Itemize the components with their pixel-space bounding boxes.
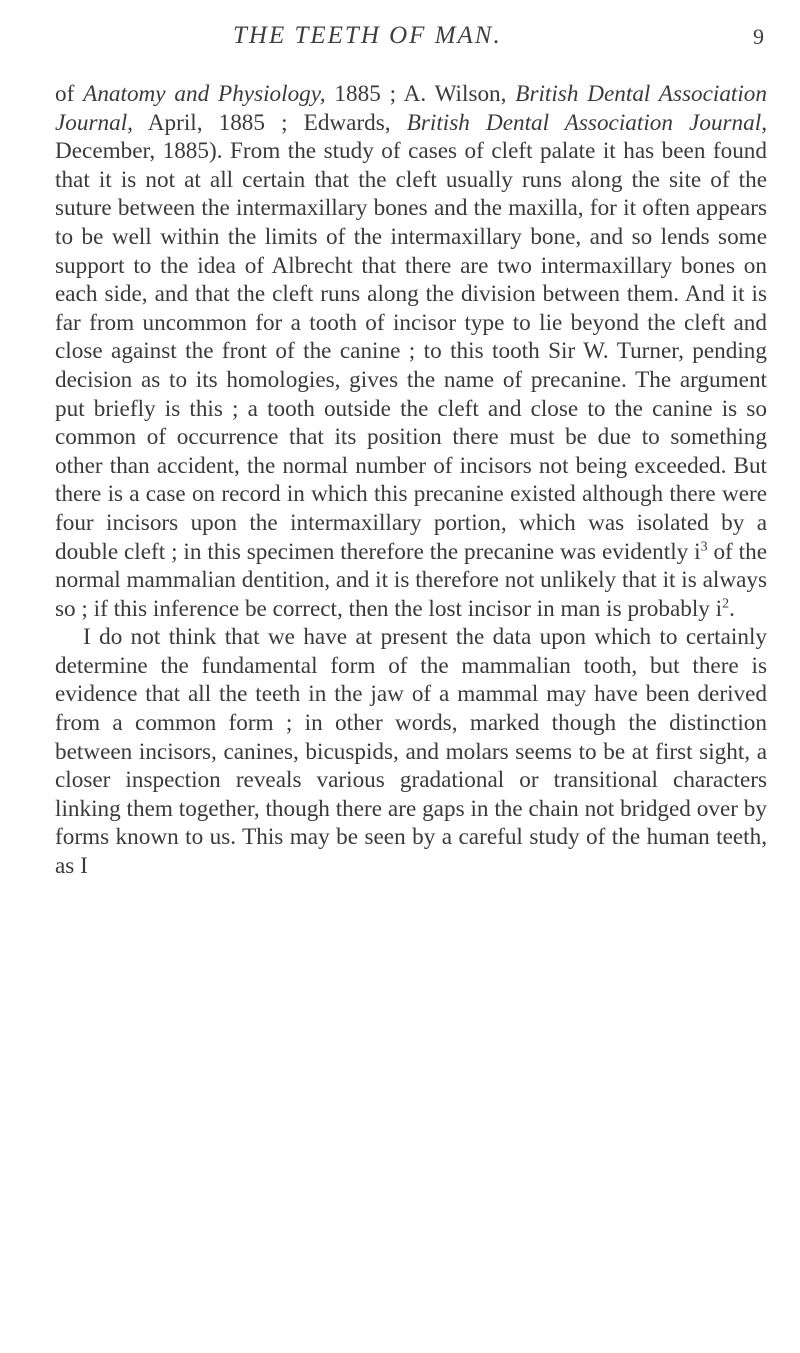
paragraph-citation-continuation: of Anatomy and Physiology, 1885 ; A. Wilson, British Dental Association Journal, April, 1885 ; Edwards, British Dental Association Journal, December, 1885). From the study of cases of cleft palate it has been found that it is not at all certain that the cleft usually runs along the site of the suture between the intermaxillary bones and the maxilla, for it often appears to be well within the limits of the intermaxillary bone, and so lends some support to the idea of Albrecht that there are two intermaxillary bones on each side, and that the cleft runs along the division between them. And it is far from uncommon for a tooth of incisor type to lie beyond the cleft and close against the front of the canine ; to this tooth Sir W. Turner, pending decision as to its homologies, gives the name of precanine. The argument put briefly is this ; a tooth outside the cleft and close to the canine is so common of occurrence that its position there must be due to something other than accident, the normal number of incisors not being exceeded. But there is a case on record in which this precanine existed although there were four incisors upon the intermaxillary portion, which was isolated by a double cleft ; in this specimen therefore the precanine was evidently $i^3$ of the normal mammalian dentition, and it is therefore not unlikely that it is always so ; if this inference be correct, then the lost incisor in man is probably $i^2$.: [55, 81, 767, 622]
running-head: [0, 22, 800, 62]
page-number: 9: [753, 24, 764, 49]
superscript: 3: [700, 538, 708, 554]
citation-title: British Dental Association Journal,: [406, 109, 767, 136]
body-text: [55, 80, 767, 881]
superscript: 2: [722, 595, 730, 611]
paragraph-fundamental-form: I do not think that we have at present the data upon which to certainly determine the fundamental form of the mammalian tooth, but there is evidence that all the teeth in the jaw of a mammal may have been derived from a common form ; in other words, marked though the distinction between incisors, canines, bicuspids, and molars seems to be at first sight, a closer inspection reveals various gradational or transitional characters linking them together, though there are gaps in the chain not bridged over by forms known to us. This may be seen by a careful study of the human teeth, as I: [55, 624, 767, 880]
citation-title: Anatomy and Physiology,: [83, 81, 326, 107]
citation-title: British Dental Association Journal,: [55, 81, 767, 136]
running-title: THE TEETH OF MAN.: [233, 22, 502, 49]
